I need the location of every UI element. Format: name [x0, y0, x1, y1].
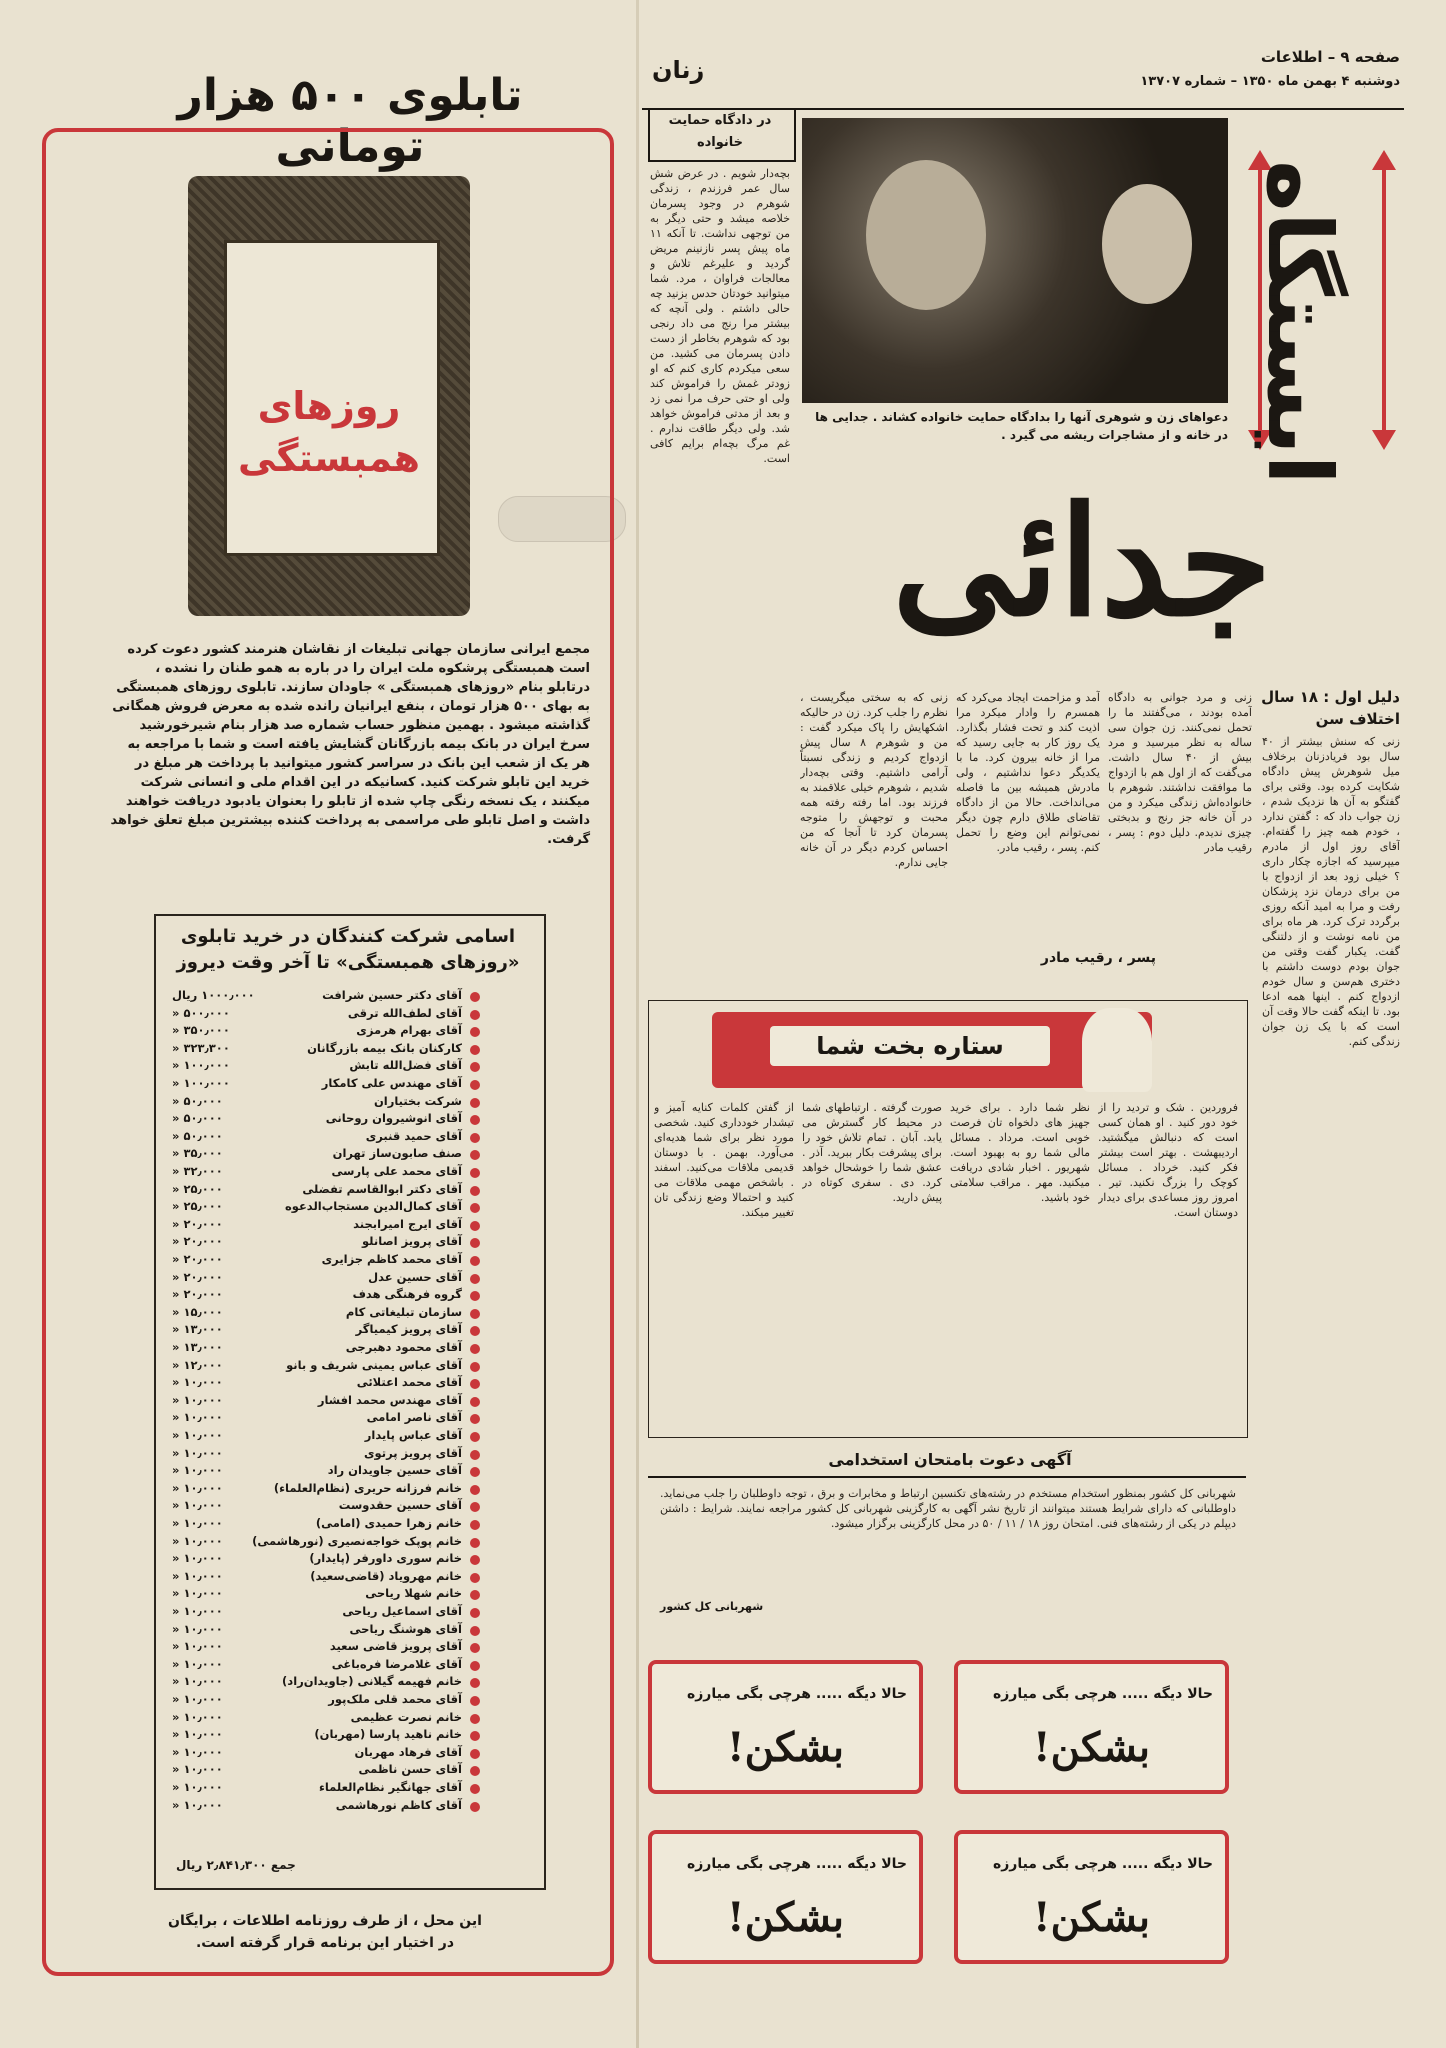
donor-row	[172, 1146, 462, 1163]
donor-amount: ۱۰٫۰۰۰ «	[172, 1709, 223, 1724]
donor-amount: ۳۵۰٫۰۰۰ «	[172, 1023, 230, 1038]
promo-box	[954, 1660, 1229, 1794]
promo-line: حالا دیگه ..... هرچی بگی میارزه	[992, 1856, 1213, 1872]
donor-row	[172, 1305, 462, 1322]
donor-row	[172, 1745, 462, 1762]
bullet-dot-icon	[470, 1133, 480, 1143]
story-column-a: زنی که سنش بیشتر از ۴۰ سال بود فریادزنان برخلاف میل شوهرش پیش دادگاه شکایت کرده بود. وقتی برای گفتگو به آن ها نزدیک شدم ، زن جواب داد که : گفتن ندارد ، خودم همه چیز را گفته‌ام. آقای روز اول از مادرم میپرسید که اجازه چکار داری ؟ خیلی زود بعد از ازدواج با من برای درمان نزد پزشکان رفت و مرا به امید آنکه روزی برگردد ترک کرد. هر ماه برای من نامه نوشت و از دلتنگی گفت. یکبار گفت وقتی من جوان بودم دوست داشتم با دختری هم‌سن و سال خودم ازدواج کنم . اینها همه ادعا بود. تا اینکه گفت حالا وقت آن است که با یک زن جوان زندگی کنم.	[1262, 735, 1400, 1048]
bullet-dot-icon	[470, 1520, 480, 1530]
donor-row	[172, 1111, 462, 1128]
donor-amount: ۱۰٫۰۰۰ «	[172, 1428, 223, 1442]
employment-ad-signature: شهربانی کل کشور	[660, 1600, 764, 1613]
donor-amount: ۱۰۰٫۰۰۰ «	[172, 1058, 230, 1073]
donor-amount: ۲۵٫۰۰۰ «	[172, 1181, 223, 1196]
donor-amount: ۱۰٫۰۰۰ «	[172, 1692, 223, 1706]
donor-name: خانم سوری داورفر (پایدار)	[309, 1551, 462, 1566]
donor-row	[172, 1586, 462, 1603]
donor-amount: ۱۰٫۰۰۰ «	[172, 1797, 223, 1812]
donor-name: خانم مهرویاد (قاضی‌سعید)	[310, 1568, 462, 1583]
donor-row	[172, 1375, 462, 1392]
donor-name: آقای پرویز پرتوی	[364, 1445, 462, 1460]
left-panel-body: مجمع ایرانی سازمان جهانی تبلیغات از نقاشان هنرمند کشور دعوت کرده است همبستگی پرشکوه ملت ایران را در باره به همو طنان را نشده ، درتابلو بنام «روزهای همبستگی » جاودان سازند. تابلوی روزهای همبستگی به بهای ۵۰۰ هزار تومان ، بنفع ایرانیان رانده شده به معرض فروش همگانی گذاشته میشود . بهمین منظور حساب شماره صد هزار بنام شیرخورشید سرخ ایران در بانک بیمه بازرگانان گشایش یافته است و شما با مراجعه به هر یک از شعب این بانک در سراسر کشور میتوانید با پرداخت هر مبلغ در خرید این تابلو شرکت کنید. کسانیکه در این اقدام ملی و انسانی شرکت میکنند ، یک نسخه رنگی چاپ شده از تابلو را بعنوان یادبود دریافت خواهند داشت و اصل تابلو طی مراسمی به پرداخت کننده بیشترین مبلغ تعلق خواهد گرفت.	[110, 642, 590, 847]
donor-row	[172, 1657, 462, 1674]
left-panel-footer: این محل ، از طرف روزنامه اطلاعات ، برایگان در اختیار این برنامه قرار گرفته است.	[168, 1913, 482, 1951]
donor-row	[172, 1322, 462, 1339]
section-title: زنان	[652, 56, 705, 84]
bullet-dot-icon	[470, 1309, 480, 1319]
employment-ad-body: شهربانی کل کشور بمنظور استخدام مستخدم در رشته‌های تکنسین ارتباط و مخابرات و برق ، توجه داوطلبان را جلب می‌نماید. داوطلبانی که دارای شرایط هستند میتوانند از تاریخ نشر آگهی به کارگزینی شهربانی کل کشور مراجعه نمایند. شرایط : داشتن دیپلم در یکی از رشته‌های فنی. امتحان روز ۱۸ / ۱۱ / ۵۰ در محل کارگزینی برگزار میشود.	[660, 1487, 1236, 1530]
donor-name: آقای هوشنگ ریاحی	[349, 1621, 462, 1636]
donor-amount: ۵۰٫۰۰۰ «	[172, 1111, 223, 1126]
vertical-title: ایستگاه	[1248, 160, 1351, 485]
donor-amount: ۱۰٫۰۰۰ «	[172, 1533, 223, 1548]
promo-box	[648, 1660, 923, 1794]
donor-amount: ۱۰٫۰۰۰ «	[172, 1604, 223, 1618]
donor-amount: ۳۲٫۰۰۰ «	[172, 1164, 223, 1178]
donor-row	[172, 1481, 462, 1498]
donor-row	[172, 1622, 462, 1639]
donor-amount: ۱۰٫۰۰۰ «	[172, 1392, 223, 1407]
bullet-dot-icon	[470, 1397, 480, 1407]
donor-name: خانم شهلا ریاحی	[365, 1586, 462, 1601]
donor-name: آقای محمود دهبرجی	[345, 1340, 462, 1354]
promo-line: حالا دیگه ..... هرچی بگی میارزه	[992, 1686, 1213, 1702]
donor-amount: ۱۰٫۰۰۰ «	[172, 1551, 223, 1566]
promo-big-text: بشکن!	[727, 1724, 844, 1771]
donor-name: آقای بهرام هرمزی	[356, 1023, 462, 1038]
donor-row	[172, 1534, 462, 1551]
donor-row	[172, 1287, 462, 1304]
bullet-dot-icon	[470, 1538, 480, 1548]
promo-big-text: بشکن!	[1033, 1724, 1150, 1771]
story-column-d: زنی که به سختی میگریست ، نظرم را جلب کرد. زن در حالیکه اشکهایش را پاک میکرد گفت : من و شوهرم ۸ سال پیش ازدواج کردیم و زندگی نسبتاً آرامی داشتیم. وقتی بچه‌دار شدیم ، شوهرم خیلی علاقمند به فرزند بود. اما رفته رفته همه محبت و توجهش را متوجه پسرمان کرد تا آنجا که من احساس کردم دیگر در آن خانه جایی ندارم.	[800, 691, 948, 869]
donor-name: آقای ایرج امیرابجند	[353, 1216, 462, 1231]
bullet-dot-icon	[470, 1784, 480, 1794]
donor-amount: ۱۰٫۰۰۰ «	[172, 1375, 223, 1390]
donor-row	[172, 1006, 462, 1023]
bullet-dot-icon	[470, 1714, 480, 1724]
donor-name: شرکت بختیاران	[373, 1093, 462, 1108]
horoscope-column-3: صورت گرفته . ارتباطهای شما در محیط کار گسترش می یابد. آبان . تمام تلاش خود را برای پیشرفت بکار ببرید. آذر . عشق شما را خوشحال خواهد کرد. دی . سفری کوتاه در پیش دارید.	[802, 1101, 942, 1204]
donor-name: آقای حسین جاویدان راد	[327, 1463, 462, 1478]
bullet-dot-icon	[470, 1010, 480, 1020]
page-date: دوشنبه ۴ بهمن ماه ۱۳۵۰ – شماره ۱۳۷۰۷	[1140, 74, 1400, 89]
donor-row	[172, 1780, 462, 1797]
donor-row	[172, 1604, 462, 1621]
donor-name: آقای محمد قلی ملک‌پور	[328, 1692, 462, 1706]
donor-amount: ۱۵٫۰۰۰ «	[172, 1304, 223, 1319]
bullet-dot-icon	[470, 1098, 480, 1108]
bullet-dot-icon	[470, 1256, 480, 1266]
bullet-dot-icon	[470, 1626, 480, 1636]
donor-name: آقای غلامرضا فره‌باغی	[331, 1656, 462, 1671]
bullet-dot-icon	[470, 1274, 480, 1284]
donor-row	[172, 1094, 462, 1111]
bullet-dot-icon	[470, 1450, 480, 1460]
donor-row	[172, 1358, 462, 1375]
donor-name: آقای محمد اعتلائی	[356, 1375, 462, 1390]
horoscope-column-4: از گفتن کلمات کنایه آمیز و تیشدار خودداری کنید. شخصی مورد نظر برای شما هدیه‌ای می‌آورد. بهمن . با دوستان قدیمی ملاقات می‌کنید. اسفند . باشخص مهمی ملاقات می کنید و احتمالا وضع زندگی تان تغییر میکند.	[654, 1101, 794, 1219]
bullet-dot-icon	[470, 1485, 480, 1495]
donor-amount: ۱۰٫۰۰۰ «	[172, 1445, 223, 1460]
court-column-text: بچه‌دار شویم . در عرض شش سال عمر فرزندم ، زندگی شوهرم در وجود پسرمان خلاصه میشد و حتی دیگر به من توجهی نداشت. تا آنکه ۱۱ ماه پیش پسر نازنینم مریض گردید و علیرغم تلاش و معالجات فراوان ، مرد. شما میتوانید خودتان حدس بزنید چه حالی داشتم . ولی آنچه که بیشتر مرا رنج می داد رنجی بود که شوهرم بخاطر از دست دادن پسرمان می کشید. من سعی میکردم کاری کنم که او زودتر غمش را فراموش کند ولی او حتی حرف مرا نمی زد و بعد از مدتی فراموش خواهد شد. ولی دیگر طاقت ندارم . غم مرگ بچه‌ام برایم کافی است.	[650, 167, 790, 465]
donor-row	[172, 1182, 462, 1199]
donor-row	[172, 1410, 462, 1427]
donor-amount: ۵۰٫۰۰۰ «	[172, 1128, 223, 1143]
donor-amount: ۱۰٫۰۰۰ «	[172, 1656, 223, 1671]
donor-name: آقای فرهاد مهربان	[354, 1744, 462, 1759]
court-box-title: در دادگاه حمایت خانواده	[668, 113, 772, 150]
promo-box	[954, 1830, 1229, 1964]
donor-name: آقای اسماعیل ریاحی	[342, 1604, 462, 1618]
donor-amount: ۱۰٫۰۰۰ «	[172, 1744, 223, 1759]
donor-name: آقای عباس یمینی شریف و بانو	[286, 1357, 462, 1372]
donor-name: سازمان تبلیغاتی کام	[345, 1304, 462, 1319]
donor-amount: ۵۰٫۰۰۰ «	[172, 1093, 223, 1108]
bullet-dot-icon	[470, 1221, 480, 1231]
donor-row	[172, 1710, 462, 1727]
donor-amount: ۲۰٫۰۰۰ «	[172, 1287, 223, 1302]
donor-name: آقای ناصر امامی	[366, 1410, 462, 1425]
donor-row	[172, 1762, 462, 1779]
bullet-dot-icon	[470, 1573, 480, 1583]
donor-amount: ۲۰٫۰۰۰ «	[172, 1269, 223, 1284]
donor-name: آقای جهانگیر نظام‌العلماء	[318, 1780, 462, 1794]
donor-name: آقای لطف‌الله ترقی	[347, 1005, 462, 1020]
donor-row	[172, 1446, 462, 1463]
donor-name: آقای کاظم نورهاشمی	[335, 1797, 462, 1812]
donor-amount: ۱۰٫۰۰۰ «	[172, 1762, 223, 1777]
donor-amount: ۱۳٫۰۰۰ «	[172, 1340, 223, 1354]
donor-amount: ۱۰٫۰۰۰ «	[172, 1674, 223, 1689]
painting-title: روزهای همبستگی	[237, 384, 421, 480]
donor-name: آقای محمد علی پارسی	[331, 1164, 462, 1178]
horoscope-title: ستاره بخت شما	[770, 1026, 1050, 1066]
bullet-dot-icon	[470, 1344, 480, 1354]
donor-row	[172, 1252, 462, 1269]
donor-name: خانم فرزانه حریری (نظام‌العلماء)	[273, 1480, 462, 1495]
donor-name: خانم ناهید پارسا (مهربان)	[314, 1727, 462, 1742]
donor-amount: ۱۰۰٫۰۰۰ «	[172, 1076, 230, 1090]
photo-caption: دعواهای زن و شوهری آنها را بدادگاه حمایت خانواده کشاند . جدایی ها در خانه و از مشاجرات ریشه می گیرد .	[815, 410, 1228, 442]
horoscope-face-illustration	[1082, 1008, 1152, 1092]
bullet-dot-icon	[470, 1608, 480, 1618]
donor-row	[172, 1498, 462, 1515]
donor-row	[172, 1551, 462, 1568]
donor-row	[172, 1639, 462, 1656]
donor-amount: ۱۰٫۰۰۰ «	[172, 1516, 223, 1530]
donor-amount: ۳۵٫۰۰۰ «	[172, 1146, 223, 1161]
donor-row	[172, 1727, 462, 1744]
donor-amount: ۱۰٫۰۰۰ «	[172, 1639, 223, 1654]
promo-box	[648, 1830, 923, 1964]
donor-row	[172, 1798, 462, 1815]
bullet-dot-icon	[470, 1661, 480, 1671]
page-info: صفحه ۹ – اطلاعات	[1260, 48, 1400, 66]
donor-name: آقای عباس پایدار	[364, 1428, 462, 1442]
donor-row	[172, 1340, 462, 1357]
donor-total: جمع ۲٫۸۴۱٫۳۰۰ ریال	[176, 1858, 296, 1872]
donor-row	[172, 988, 462, 1005]
donor-name: خانم زهرا حمیدی (امامی)	[315, 1516, 462, 1530]
donor-list-title: اسامی شرکت کنندگان در خرید تابلوی «روزهای همبستگی» تا آخر وقت دیروز	[176, 926, 520, 973]
main-headline: جدائی	[892, 474, 1272, 650]
donor-name: آقای محمد کاظم جزایری	[321, 1252, 462, 1266]
bullet-dot-icon	[470, 1045, 480, 1055]
donor-row	[172, 1076, 462, 1093]
bullet-dot-icon	[470, 1696, 480, 1706]
bullet-dot-icon	[470, 1362, 480, 1372]
donor-row	[172, 1199, 462, 1216]
bullet-dot-icon	[470, 1186, 480, 1196]
donor-name: خانم نصرت عظیمی	[350, 1709, 462, 1724]
photo-woman-face	[1102, 184, 1192, 304]
donor-name: آقای دکتر ابوالقاسم تفضلی	[302, 1181, 462, 1196]
donor-amount: ۲۰٫۰۰۰ «	[172, 1216, 223, 1231]
bullet-dot-icon	[470, 992, 480, 1002]
donor-amount: ۲۵٫۰۰۰ «	[172, 1199, 223, 1214]
donor-row	[172, 1516, 462, 1533]
donor-name: آقای دکتر حسین شرافت	[322, 988, 462, 1002]
story-column-c: آمد و مزاحمت ایجاد می‌کرد که همسرم را وادار میکرد مرا اذیت کند و تحت فشار بگذارد. یک روز کار به جایی رسید که مرا از خانه بیرون کرد. ما با یکدیگر دعوا نداشتیم ، ولی مادرش همیشه بین ما فاصله می‌انداخت. حالا من از دادگاه تقاضای طلاق دارم چون دیگر نمی‌توانم این وضع را تحمل کنم. پسر ، رقیب مادر.	[956, 691, 1100, 854]
employment-ad-rule	[648, 1476, 1246, 1478]
donor-row	[172, 1164, 462, 1181]
promo-big-text: بشکن!	[1033, 1894, 1150, 1941]
donor-row	[172, 1463, 462, 1480]
donor-row	[172, 1023, 462, 1040]
promo-big-text: بشکن!	[727, 1894, 844, 1941]
donor-amount: ۱۲٫۰۰۰ «	[172, 1357, 223, 1372]
donor-name: خانم پوپک خواجه‌نصیری (نورهاشمی)	[252, 1533, 462, 1548]
donor-row	[172, 1569, 462, 1586]
donor-row	[172, 1692, 462, 1709]
donor-name: گروه فرهنگی هدف	[352, 1287, 462, 1302]
donor-name: آقای حسن ناظمی	[358, 1762, 462, 1777]
subhead-age-gap: دلیل اول : ۱۸ سال اختلاف سن	[1261, 688, 1400, 728]
donor-amount: ۱۰٫۰۰۰ «	[172, 1480, 223, 1495]
donor-amount: ۳۲۳٫۳۰۰ «	[172, 1040, 230, 1055]
donor-amount: ۱۰٫۰۰۰ «	[172, 1586, 223, 1601]
left-panel-title: تابلوی ۵۰۰ هزار تومانی	[177, 70, 523, 172]
subhead-son-rival: پسر ، رقیب مادر	[1040, 950, 1156, 966]
promo-line: حالا دیگه ..... هرچی بگی میارزه	[686, 1686, 907, 1702]
donor-amount: ۱۰۰۰٫۰۰۰ ریال	[172, 988, 255, 1002]
donor-name: آقای فضل‌الله تابش	[349, 1058, 462, 1073]
arrow-shaft-right	[1382, 160, 1386, 432]
page-fold	[636, 0, 639, 2048]
donor-name: آقای حمید قنبری	[365, 1128, 462, 1143]
bullet-dot-icon	[470, 1432, 480, 1442]
employment-ad-title: آگهی دعوت بامتحان استخدامی	[828, 1450, 1072, 1469]
donor-amount: ۲۰٫۰۰۰ «	[172, 1252, 223, 1266]
donor-row	[172, 1428, 462, 1445]
donor-name: آقای پرویز قاضی سعید	[329, 1639, 462, 1654]
donor-row	[172, 1270, 462, 1287]
arrow-down-icon	[1372, 430, 1396, 450]
donor-name: آقای حسین عدل	[368, 1269, 462, 1284]
donor-row	[172, 1674, 462, 1691]
donor-name: آقای پرویز اصانلو	[361, 1234, 462, 1249]
donor-row	[172, 1129, 462, 1146]
donor-name: کارکنان بانک بیمه بازرگانان	[307, 1040, 462, 1055]
horoscope-column-2: نظر شما دارد . برای خرید جهیز های دلخواه تان فرصت خوبی است. مرداد . مسائل مالی شما رو به بهبود است. شهریور . اخبار شادی دریافت میکنید. مهر . مراقب سلامتی خود باشید.	[950, 1101, 1090, 1204]
donor-amount: ۱۰٫۰۰۰ «	[172, 1568, 223, 1583]
donor-row	[172, 1217, 462, 1234]
donor-amount: ۱۰٫۰۰۰ «	[172, 1621, 223, 1636]
donor-name: آقای حسین حقدوست	[338, 1498, 462, 1513]
donor-amount: ۱۰٫۰۰۰ «	[172, 1410, 223, 1425]
horoscope-column-1: فروردین . شک و تردید را از خود دور کنید . او همان کسی است که دنبالش میگشتید. اردیبهشت . بهتر است بیشتر فکر کنید. خرداد . مسائل کوچک را بزرگ نکنید. تیر . امروز روز مساعدی برای دیدار دوستان است.	[1098, 1101, 1238, 1219]
donor-row	[172, 1393, 462, 1410]
donor-amount: ۱۰٫۰۰۰ «	[172, 1498, 223, 1513]
donor-name: آقای کمال‌الدین مستجاب‌الدعوه	[284, 1199, 462, 1214]
donor-name: آقای مهندس محمد افشار	[317, 1392, 462, 1407]
donor-amount: ۱۰٫۰۰۰ «	[172, 1463, 223, 1478]
bullet-dot-icon	[470, 1168, 480, 1178]
donor-name: صنف صابون‌ساز تهران	[332, 1146, 462, 1161]
story-column-b: زنی و مرد جوانی به دادگاه آمده بودند ، می‌گفتند ما را تحمل نمی‌کنند. زن جوان سی ساله به نظر میرسید و مرد بیش از ۴۰ سال داشت. می‌گفت که از اول هم با ازدواج ما موافقت نداشتند. شوهرم با خانواده‌اش زندگی میکرد و من در آن خانه جز رنج و بدبختی چیزی ندیدم. دلیل دوم : پسر ، رقیب مادر	[1108, 691, 1252, 854]
promo-line: حالا دیگه ..... هرچی بگی میارزه	[686, 1856, 907, 1872]
bullet-dot-icon	[470, 1749, 480, 1759]
donor-amount: ۲۰٫۰۰۰ «	[172, 1234, 223, 1249]
donor-name: آقای پرویز کیمیاگر	[355, 1322, 462, 1337]
donor-name: آقای انوشیروان روحانی	[325, 1111, 462, 1126]
photo-man-face	[866, 160, 986, 310]
donor-amount: ۱۰٫۰۰۰ «	[172, 1780, 223, 1794]
bullet-dot-icon	[470, 1080, 480, 1090]
donor-amount: ۱۰٫۰۰۰ «	[172, 1727, 223, 1742]
donor-row	[172, 1058, 462, 1075]
donor-row	[172, 1041, 462, 1058]
bullet-dot-icon	[470, 1802, 480, 1812]
donor-name: خانم فهیمه گیلانی (جاویدان‌راد)	[282, 1674, 462, 1689]
donor-amount: ۵۰۰٫۰۰۰ «	[172, 1005, 230, 1020]
donor-row	[172, 1234, 462, 1251]
donor-amount: ۱۳٫۰۰۰ «	[172, 1322, 223, 1337]
donor-name: آقای مهندس علی کامکار	[321, 1076, 462, 1090]
